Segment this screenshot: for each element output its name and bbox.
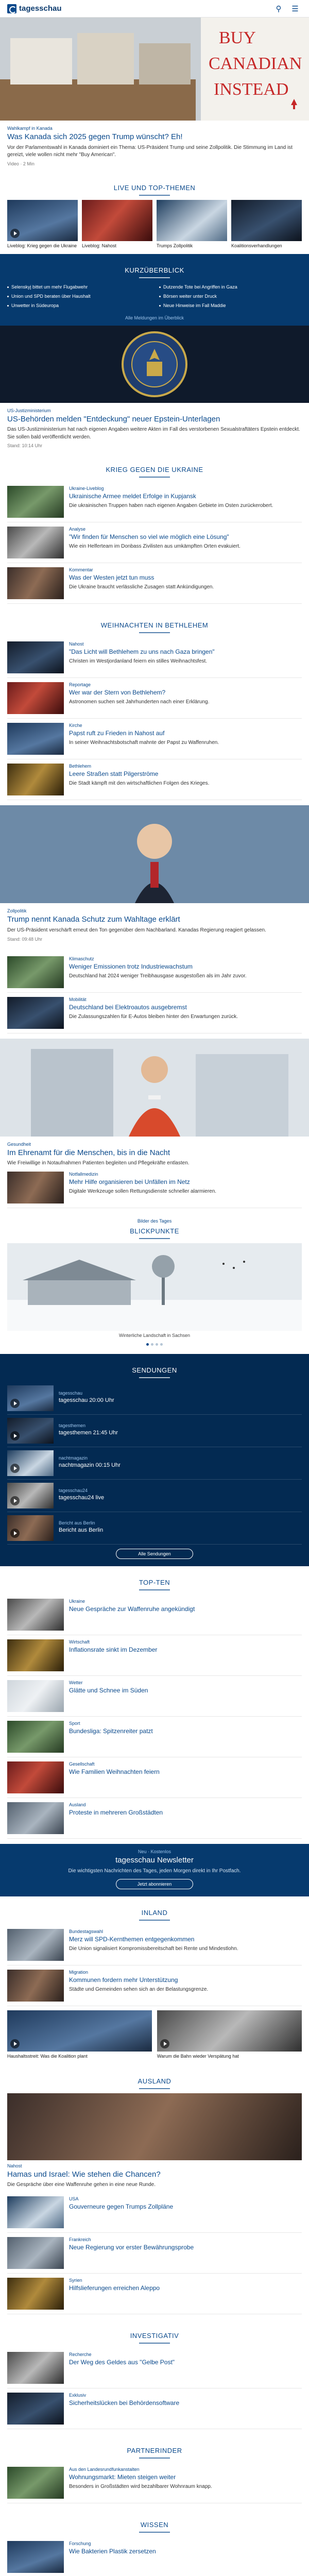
list-item-topline: Wirtschaft [69, 1639, 90, 1645]
snow-landscape-illustration [7, 1243, 302, 1331]
doj-headline[interactable]: US-Behörden melden "Entdeckung" neuer Epstein-Unterlagen [7, 414, 220, 423]
lead-headline[interactable]: Was Kanada sich 2025 gegen Trump wünscht? Eh! [7, 132, 183, 141]
list-item-teaser: Städte und Gemeinden sehen sich an der Belastungsgrenze. [69, 1987, 209, 1992]
list-item[interactable] [7, 1757, 302, 1798]
live-tile-image [157, 200, 227, 241]
list-item-teaser: Die Ukraine braucht verlässliche Zusagen statt Ankündigungen. [69, 584, 214, 590]
list-item[interactable] [7, 2192, 302, 2233]
live-tile-image [231, 200, 302, 241]
live-tile-caption: Liveblog: Krieg gegen die Ukraine [7, 243, 77, 248]
list-item-image [7, 2393, 64, 2425]
live-section [0, 172, 309, 255]
paramedic-illustration [0, 1039, 309, 1137]
svg-text:INSTEAD: INSTEAD [214, 80, 289, 99]
menu-icon[interactable]: ☰ [291, 4, 299, 13]
list-item[interactable] [7, 1676, 302, 1717]
list-item[interactable] [7, 482, 302, 522]
list-item-topline: Exklusiv [69, 2392, 87, 2398]
carousel-dot[interactable] [146, 1343, 149, 1346]
list-item-teaser: Die ukrainischen Truppen haben nach eigenen Angaben Gebiete im Osten zurückerobert. [69, 503, 273, 509]
doj-topline: US-Justizministerium [7, 408, 51, 413]
list-item[interactable] [7, 1635, 302, 1676]
feature-image[interactable] [0, 1039, 309, 1137]
media-tile-caption: Haushaltsstreit: Was die Koalition plant [7, 2054, 88, 2059]
list-item-topline: USA [69, 2196, 79, 2201]
logo-icon [7, 4, 16, 13]
lead-image[interactable] [0, 18, 309, 121]
svg-text:CANADIAN: CANADIAN [209, 54, 302, 73]
sendungen-title: SENDUNGEN [7, 1359, 302, 1382]
media-tile[interactable] [7, 2010, 152, 2060]
doj-seal-illustration [0, 326, 309, 403]
sendung-item[interactable] [7, 1382, 302, 1415]
list-item[interactable] [7, 719, 302, 759]
list-item-image [7, 2352, 64, 2384]
list-item[interactable] [7, 563, 302, 604]
feature-teaser-text: Wie Freiwillige in Notaufnahmen Patienten begleiten und Pflegekräfte entlasten. [7, 1160, 190, 1166]
list-item[interactable] [7, 522, 302, 563]
feature-headline[interactable]: Im Ehrenamt für die Menschen, bis in die Nacht [7, 1148, 170, 1157]
kurz-item[interactable]: Union und SPD beraten über Haushalt [7, 294, 150, 300]
list-item-headline[interactable]: Mehr Hilfe organisieren bei Unfällen im Netz [69, 1178, 190, 1185]
news-list [0, 947, 309, 1039]
list-item[interactable] [7, 993, 302, 1033]
list-item-headline[interactable]: Neue Regierung vor erster Bewährungsprobe [69, 2243, 194, 2251]
ausland-lead-headline[interactable]: Hamas und Israel: Wie stehen die Chancen? [7, 2170, 161, 2179]
list-item-image [7, 1639, 64, 1671]
list-item-image [7, 1599, 64, 1631]
list-item[interactable] [7, 1965, 302, 2006]
sendungen-section [0, 1354, 309, 1566]
investigativ-title: INVESTIGATIV [7, 2325, 302, 2348]
live-tile[interactable] [157, 200, 227, 249]
list-item-image [7, 2278, 64, 2310]
list-item-headline[interactable]: Hilfslieferungen erreichen Aleppo [69, 2284, 160, 2292]
media-tile-image [157, 2010, 302, 2052]
list-item-topline: Kirche [69, 723, 82, 728]
list-item[interactable] [7, 678, 302, 719]
play-icon [10, 1496, 20, 1505]
top-bar [0, 0, 309, 18]
play-icon [10, 1464, 20, 1473]
list-item-image [7, 2467, 64, 2499]
list-item-topline: Sport [69, 1720, 80, 1726]
doj-image[interactable] [0, 326, 309, 403]
list-item-topline: Reportage [69, 682, 91, 688]
kurz-item[interactable]: Selenskyj bittet um mehr Flugabwehr [7, 284, 150, 291]
live-tile[interactable] [82, 200, 152, 249]
ausland-lead-topline: Nahost [7, 2163, 22, 2168]
newsletter-button[interactable]: Jetzt abonnieren [116, 1879, 193, 1889]
list-item-teaser: Die Union signalisiert Kompromissbereitschaft bei Rente und Mindestlohn. [69, 1946, 238, 1952]
list-item-image [7, 1761, 64, 1793]
ukraine-section [0, 453, 309, 609]
sendung-image [7, 1450, 54, 1476]
list-item-image [7, 1929, 64, 1961]
list-item-teaser: Die Zulassungszahlen für E-Autos bleiben hinter den Erwartungen zurück. [69, 1013, 238, 1020]
topten-section [0, 1566, 309, 1844]
live-tile-caption: Liveblog: Nahost [82, 243, 117, 248]
list-item-topline: Frankreich [69, 2236, 91, 2242]
list-item-topline: Bundestagswahl [69, 1929, 104, 1934]
sendung-headline[interactable]: nachtmagazin 00:15 Uhr [59, 1462, 121, 1469]
sendung-image [7, 1483, 54, 1509]
list-item-topline: Wetter [69, 1680, 83, 1685]
play-icon [10, 1529, 20, 1538]
list-item-teaser: Astronomen suchen seit Jahrhunderten nach einer Erklärung. [69, 699, 210, 705]
newsletter-headline[interactable]: tagesschau Newsletter [115, 1855, 194, 1865]
investigativ-section [0, 2319, 309, 2434]
trump-image[interactable] [0, 805, 309, 903]
list-item-headline[interactable]: Neue Gespräche zur Waffenruhe angekündigt [69, 1605, 195, 1613]
list-item-image [7, 1970, 64, 2002]
doj-meta: Stand: 10:14 Uhr [7, 443, 43, 449]
list-item-topline: Gesellschaft [69, 1761, 95, 1767]
list-item-topline: Syrien [69, 2277, 82, 2283]
list-item-image [7, 527, 64, 558]
list-item-image [7, 764, 64, 795]
list-item-headline[interactable]: Gouverneure gegen Trumps Zollpläne [69, 2202, 174, 2210]
list-item-image [7, 1721, 64, 1753]
list-item[interactable] [7, 637, 302, 678]
live-section-title: LIVE UND TOP-THEMEN [7, 177, 302, 200]
list-item-image [7, 956, 64, 988]
list-item-teaser: Wie ein Helferteam im Donbass Zivilisten aus umkämpften Orten evakuiert. [69, 544, 241, 550]
sendung-item[interactable] [7, 1512, 302, 1545]
list-item-headline[interactable]: Wer war der Stern von Bethlehem? [69, 689, 166, 697]
sendung-headline[interactable]: Bericht aus Berlin [59, 1527, 104, 1534]
sendung-topline: tagesthemen [59, 1423, 86, 1429]
list-item-image [7, 1680, 64, 1712]
ausland-section [0, 2065, 309, 2319]
list-item[interactable] [7, 2348, 302, 2388]
blickpunkte-caption: Winterliche Landschaft in Sachsen [118, 1332, 191, 1338]
lead-teaser-text: Vor der Parlamentswahl in Kanada dominiert ein Thema: US-Präsident Trump und seine Zollpolitik. Die Stimmung im Land ist gereizt, viele wollen nicht mehr "Buy American". [7, 144, 293, 158]
list-item-topline: Ukraine [69, 1598, 85, 1604]
list-item-teaser: Deutschland hat 2024 weniger Treibhausgase ausgestoßen als im Jahr zuvor. [69, 973, 247, 979]
ukraine-title: KRIEG GEGEN DIE UKRAINE [7, 459, 302, 482]
ausland-lead-image[interactable] [7, 2093, 302, 2160]
live-tile[interactable] [231, 200, 302, 249]
list-item-topline: Klimaschutz [69, 956, 94, 961]
list-item[interactable] [7, 759, 302, 800]
list-item-headline[interactable]: Kommunen fordern mehr Unterstützung [69, 1976, 178, 1984]
list-item-headline[interactable]: Deutschland bei Elektroautos ausgebremst [69, 1003, 187, 1011]
list-item-topline: Forschung [69, 2540, 91, 2546]
ausland-lead-teaser: Die Gespräche über eine Waffenruhe gehen in eine neue Runde. [7, 2182, 156, 2188]
list-item-image [7, 682, 64, 714]
carousel-dot[interactable] [151, 1343, 153, 1346]
live-tile-image [82, 200, 152, 241]
live-tile[interactable] [7, 200, 78, 249]
list-item-headline[interactable]: Bundesliga: Spitzenreiter patzt [69, 1727, 153, 1735]
list-item[interactable] [7, 2537, 302, 2576]
kurz-item[interactable]: Neue Hinweise im Fall Maddie [159, 303, 302, 309]
sendung-item[interactable] [7, 1480, 302, 1512]
partner-section [0, 2434, 309, 2509]
list-item-teaser: Digitale Werkzeuge sollen Rettungsdienste schneller alarmieren. [69, 1188, 217, 1194]
blickpunkte-section [0, 1213, 309, 1354]
list-item-headline[interactable]: Wie Familien Weihnachten feiern [69, 1768, 160, 1775]
sendung-image [7, 1418, 54, 1444]
lead-meta: Video · 2 Min [7, 161, 35, 166]
weihnachten-section [0, 609, 309, 805]
list-item-topline: Recherche [69, 2351, 92, 2357]
ausland-title: AUSLAND [7, 2070, 302, 2093]
search-icon[interactable]: ⚲ [276, 4, 282, 13]
kurzueberblick-section [0, 254, 309, 325]
site-logo[interactable] [7, 4, 62, 13]
list-item-headline[interactable]: Sicherheitslücken bei Behördensoftware [69, 2399, 180, 2406]
list-item-topline: Migration [69, 1970, 89, 1975]
trump-headline[interactable]: Trump nennt Kanada Schutz zum Wahltage erklärt [7, 915, 180, 924]
ausland-lead[interactable] [7, 2160, 302, 2192]
newsletter-section [0, 1844, 309, 1896]
sendung-headline[interactable]: tagesthemen 21:45 Uhr [59, 1430, 118, 1436]
list-item-headline[interactable]: "Das Licht will Bethlehem zu uns nach Gaza bringen" [69, 648, 215, 656]
list-item-image [7, 567, 64, 599]
list-item-headline[interactable]: Ukrainische Armee meldet Erfolge in Kupjansk [69, 493, 196, 500]
list-item-headline[interactable]: Der Weg des Geldes aus "Gelbe Post" [69, 2358, 175, 2366]
list-item[interactable] [7, 1717, 302, 1757]
list-item-image [7, 641, 64, 673]
doj-teaser-text: Das US-Justizministerium hat nach eigenen Angaben weitere Akten im Fall des verstorbenen Sexualstraftäters Epstein entdeckt. Sie sollen bald veröffentlicht werden. [7, 427, 300, 440]
media-tile-image [7, 2010, 152, 2052]
svg-text:BUY: BUY [219, 28, 256, 47]
sendung-topline: Bericht aus Berlin [59, 1520, 95, 1526]
sendung-item[interactable] [7, 1415, 302, 1447]
play-icon [10, 1431, 20, 1440]
inland-title: INLAND [7, 1902, 302, 1925]
press-photo-illustration [0, 805, 309, 903]
play-icon [10, 1399, 20, 1408]
list-item[interactable] [7, 952, 302, 993]
topten-title: TOP-TEN [7, 1571, 302, 1595]
list-item-headline[interactable]: Wohnungsmarkt: Mieten steigen weiter [69, 2473, 176, 2481]
list-item-teaser: In seiner Weihnachtsbotschaft mahnte der Papst zu Waffenruhen. [69, 740, 219, 746]
trump-teaser[interactable] [0, 903, 309, 946]
list-item-topline: Analyse [69, 527, 86, 532]
sendung-headline[interactable]: tagesschau24 live [59, 1495, 105, 1501]
list-item[interactable] [7, 2463, 302, 2503]
list-item-headline[interactable]: Weniger Emissionen trotz Industriewachstum [69, 962, 193, 970]
trump-teaser-text: Der US-Präsident verschärft erneut den Ton gegenüber dem Nachbarland. Kanadas Regierung reagiert gelassen. [7, 927, 266, 933]
play-icon [160, 2039, 169, 2048]
list-item-teaser: Besonders in Großstädten wird bezahlbarer Wohnraum knapp. [69, 2483, 212, 2489]
sendung-image [7, 1385, 54, 1411]
trump-meta: Stand: 09:48 Uhr [7, 936, 43, 942]
list-item-headline[interactable]: Was der Westen jetzt tun muss [69, 574, 154, 582]
blickpunkte-label: Bilder des Tages [137, 1218, 172, 1224]
list-item[interactable] [7, 2388, 302, 2429]
canada-shop-illustration [0, 18, 309, 121]
inland-section [0, 1896, 309, 2065]
list-item-topline: Bethlehem [69, 764, 92, 769]
newsletter-label: Neu · Kostenlos [138, 1849, 171, 1854]
list-item-image [7, 723, 64, 755]
kurz-item[interactable]: Unwetter in Südeuropa [7, 303, 150, 309]
kurz-item[interactable]: Börsen weiter unter Druck [159, 294, 302, 300]
list-item[interactable] [7, 2274, 302, 2314]
weihnachten-title: WEIHNACHTEN IN BETHLEHEM [7, 614, 302, 637]
live-tile-caption: Trumps Zollpolitik [157, 243, 193, 248]
list-item-topline: Notfallmedizin [69, 1171, 98, 1177]
trump-topline: Zollpolitik [7, 908, 27, 914]
list-item[interactable] [7, 1167, 302, 1208]
kurzueberblick-title: KURZÜBERBLICK [7, 259, 302, 282]
list-item[interactable] [7, 1925, 302, 1965]
list-item-headline[interactable]: Leere Straßen statt Pilgerströme [69, 770, 159, 778]
feature-teaser[interactable] [0, 1137, 309, 1213]
sendung-headline[interactable]: tagesschau 20:00 Uhr [59, 1397, 114, 1404]
sendungen-more-button[interactable]: Alle Sendungen [116, 1549, 193, 1559]
wissen-section [0, 2509, 309, 2576]
list-item-topline: Nahost [69, 641, 84, 647]
list-item-topline: Aus den Landesrundfunkanstalten [69, 2466, 140, 2472]
blickpunkte-title: BLICKPUNKTE [7, 1225, 302, 1243]
media-tile-caption: Warum die Bahn wieder Verspätung hat [157, 2054, 239, 2059]
list-item-headline[interactable]: Inflationsrate sinkt im Dezember [69, 1646, 158, 1653]
list-item[interactable] [7, 2233, 302, 2274]
list-item[interactable] [7, 1798, 302, 1839]
sendung-item[interactable] [7, 1447, 302, 1480]
sendung-image [7, 1515, 54, 1541]
list-item-headline[interactable]: Merz will SPD-Kernthemen entgegenkommen [69, 1936, 195, 1943]
doj-teaser[interactable] [0, 403, 309, 454]
newsletter-teaser: Die wichtigsten Nachrichten des Tages, jeden Morgen direkt in Ihr Postfach. [68, 1868, 241, 1874]
wissen-title: WISSEN [7, 2514, 302, 2537]
play-icon [10, 2039, 20, 2048]
feature-topline: Gesundheit [7, 1141, 31, 1147]
logo-text: tagesschau [19, 4, 62, 13]
list-item-image [7, 2196, 64, 2228]
kurzueberblick-link[interactable]: Alle Meldungen im Überblick [125, 315, 184, 320]
carousel-dots [7, 1340, 302, 1349]
list-item-topline: Ukraine-Liveblog [69, 486, 104, 492]
live-tile-caption: Koalitionsverhandlungen [231, 243, 282, 248]
live-tile-image [7, 200, 78, 241]
list-item-headline[interactable]: Wie Bakterien Plastik zersetzen [69, 2547, 156, 2555]
list-item-teaser: Christen im Westjordanland feiern ein stilles Weihnachtsfest. [69, 658, 208, 665]
media-tile[interactable] [157, 2010, 302, 2060]
play-icon [10, 229, 20, 238]
sendung-topline: tagesschau24 [59, 1488, 88, 1494]
kurz-item[interactable]: Dutzende Tote bei Angriffen in Gaza [159, 284, 302, 291]
list-item-image [7, 997, 64, 1029]
list-item-headline[interactable]: Glätte und Schnee im Süden [69, 1686, 148, 1694]
list-item[interactable] [7, 1595, 302, 1635]
carousel-dot[interactable] [160, 1343, 163, 1346]
list-item-topline: Mobilität [69, 996, 87, 1002]
sendung-topline: nachtmagazin [59, 1455, 88, 1461]
partner-title: PARTNERINDER [7, 2439, 302, 2463]
list-item-image [7, 2541, 64, 2573]
list-item-headline[interactable]: Proteste in mehreren Großstädten [69, 1808, 163, 1816]
lead-topline: Wahlkampf in Kanada [7, 126, 53, 131]
list-item-image [7, 2237, 64, 2269]
carousel-dot[interactable] [156, 1343, 158, 1346]
list-item-image [7, 1172, 64, 1204]
list-item-topline: Kommentar [69, 567, 93, 573]
lead-teaser[interactable] [0, 121, 309, 172]
list-item-topline: Ausland [69, 1802, 86, 1807]
blickpunkte-image[interactable] [7, 1243, 302, 1331]
list-item-headline[interactable]: "Wir finden für Menschen so viel wie möglich eine Lösung" [69, 533, 229, 541]
list-item-image [7, 1802, 64, 1834]
sendung-topline: tagesschau [59, 1391, 83, 1396]
list-item-headline[interactable]: Papst ruft zu Frieden in Nahost auf [69, 730, 165, 737]
list-item-teaser: Die Stadt kämpft mit den wirtschaftlichen Folgen des Krieges. [69, 781, 210, 787]
list-item-image [7, 486, 64, 518]
